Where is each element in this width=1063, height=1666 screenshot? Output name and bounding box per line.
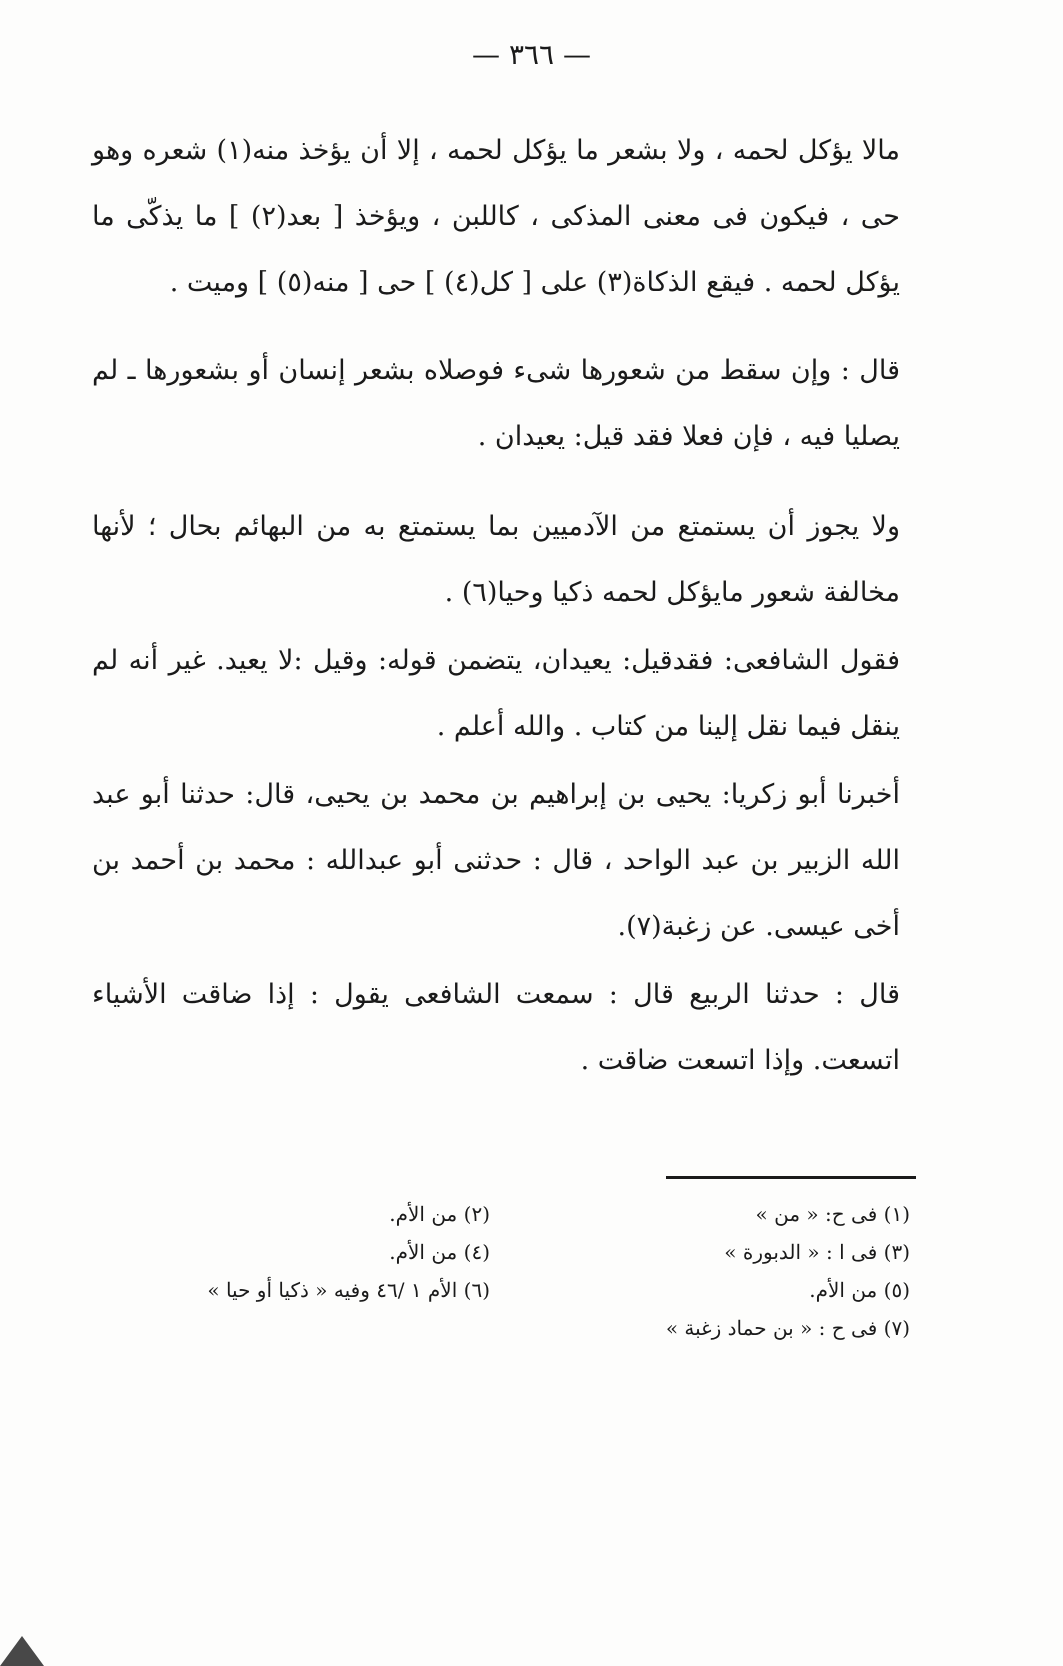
paragraph-5 [92, 762, 900, 960]
footnote-5: (٥) من الأم. [809, 1278, 910, 1302]
footnotes-right-column [610, 1195, 910, 1347]
paragraph-text: فقول الشافعى: فقدقيل: يعيدان، يتضمن قوله: وقيل :لا يعيد. غير أنه لم ينقل فيما نقل إلينا من كتاب . والله أعلم . [92, 645, 900, 742]
footnote-separator [666, 1176, 916, 1179]
footnotes-left-column [110, 1195, 490, 1309]
paragraph-1 [92, 118, 900, 316]
footnote-2: (٢) من الأم. [389, 1202, 490, 1226]
paragraph-text: مالا يؤكل لحمه ، ولا بشعر ما يؤكل لحمه ، إلا أن يؤخذ منه(١) شعره وهو حى ، فيكون فى معنى المذكى ، كاللبن ، ويؤخذ [ بعد(٢) ] ما يذكّى ما يؤكل لحمه . فيقع الذكاة(٣) على [ كل(٤) ] حى [ منه(٥) ] وميت . [92, 135, 900, 298]
paragraph-6 [92, 962, 900, 1094]
footnote-7: (٧) فى ح : « بن حماد زغبة » [665, 1316, 910, 1340]
footnotes [110, 1195, 910, 1395]
paragraph-2 [92, 338, 900, 470]
footnote-1: (١) فى ح: « من » [755, 1202, 910, 1226]
paragraph-text: قال : وإن سقط من شعورها شىء فوصلاه بشعر إنسان أو بشعورها ـ لم يصليا فيه ، فإن فعلا فقد قيل: يعيدان . [92, 355, 900, 452]
paragraph-text: ولا يجوز أن يستمتع من الآدميين بما يستمتع به من البهائم بحال ؛ لأنها مخالفة شعور مايؤكل لحمه ذكيا وحيا(٦) . [92, 511, 900, 608]
scan-corner-mark [0, 1636, 44, 1666]
footnote-3: (٣) فى ا : « الدبورة » [724, 1240, 910, 1264]
footnote-4: (٤) من الأم. [389, 1240, 490, 1264]
page-number: — ٣٦٦ — [472, 38, 591, 71]
footnote-6: (٦) الأم ١ /٤٦ وفيه « ذكيا أو حيا » [207, 1278, 490, 1302]
paragraph-3 [92, 494, 900, 626]
paragraph-text: قال : حدثنا الربيع قال : سمعت الشافعى يقول : إذا ضاقت الأشياء اتسعت. وإذا اتسعت ضاقت . [92, 979, 900, 1076]
paragraph-4 [92, 628, 900, 760]
paragraph-text: أخبرنا أبو زكريا: يحيى بن إبراهيم بن محمد بن يحيى، قال: حدثنا أبو عبد الله الزبير بن عبد الواحد ، قال : حدثنى أبو عبدالله : محمد بن أحمد بن أخى عيسى. عن زغبة(٧). [92, 779, 901, 942]
